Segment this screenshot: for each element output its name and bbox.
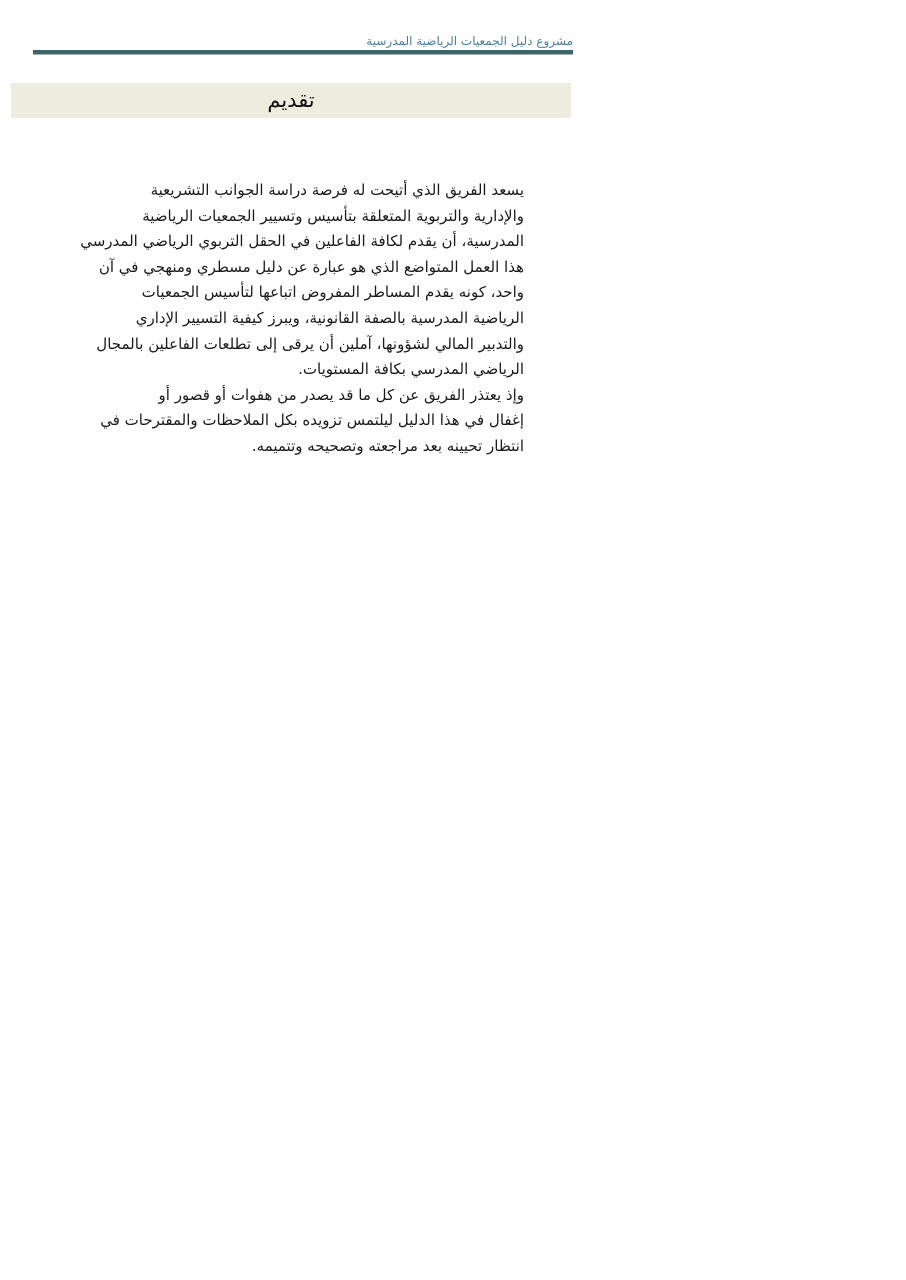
body-line: يسعد الفريق الذي أتيحت له فرصة دراسة الجوانب التشريعية: [150, 181, 524, 199]
body-line: هذا العمل المتواضع الذي هو عبارة عن دليل مسطري ومنهجي في آن: [98, 257, 524, 276]
body-line: انتظار تحيينه بعد مراجعته وتصحيحه وتتميمه.: [251, 436, 524, 455]
body-line: وإذ يعتذر الفريق عن كل ما قد يصدر من هفوات أو قصور أو: [158, 385, 524, 404]
body-line: المدرسية، أن يقدم لكافة الفاعلين في الحقل التربوي الرياضي المدرسي: [80, 232, 524, 251]
body-line: الرياضية المدرسية بالصفة القانونية، ويبرز كيفية التسيير الإداري: [135, 308, 524, 327]
running-header-title: مشروع دليل الجمعيات الرياضية المدرسية: [366, 34, 573, 48]
body-line: والإدارية والتربوية المتعلقة بتأسيس وتسيير الجمعيات الرياضية: [142, 206, 524, 225]
body-line: واحد، كونه يقدم المساطر المفروض اتباعها لتأسيس الجمعيات: [141, 283, 524, 302]
body-paragraph: [72, 178, 524, 460]
body-line: الرياضي المدرسي بكافة المستويات.: [298, 360, 524, 379]
header-rule-shadow: [33, 54, 573, 55]
body-line: والتدبير المالي لشؤونها، آملين أن يرقى إلى تطلعات الفاعلين بالمجال: [96, 334, 524, 353]
section-title: تقديم: [267, 88, 315, 112]
body-line: إغفال في هذا الدليل ليلتمس تزويده بكل الملاحظات والمقترحات في: [100, 411, 524, 430]
